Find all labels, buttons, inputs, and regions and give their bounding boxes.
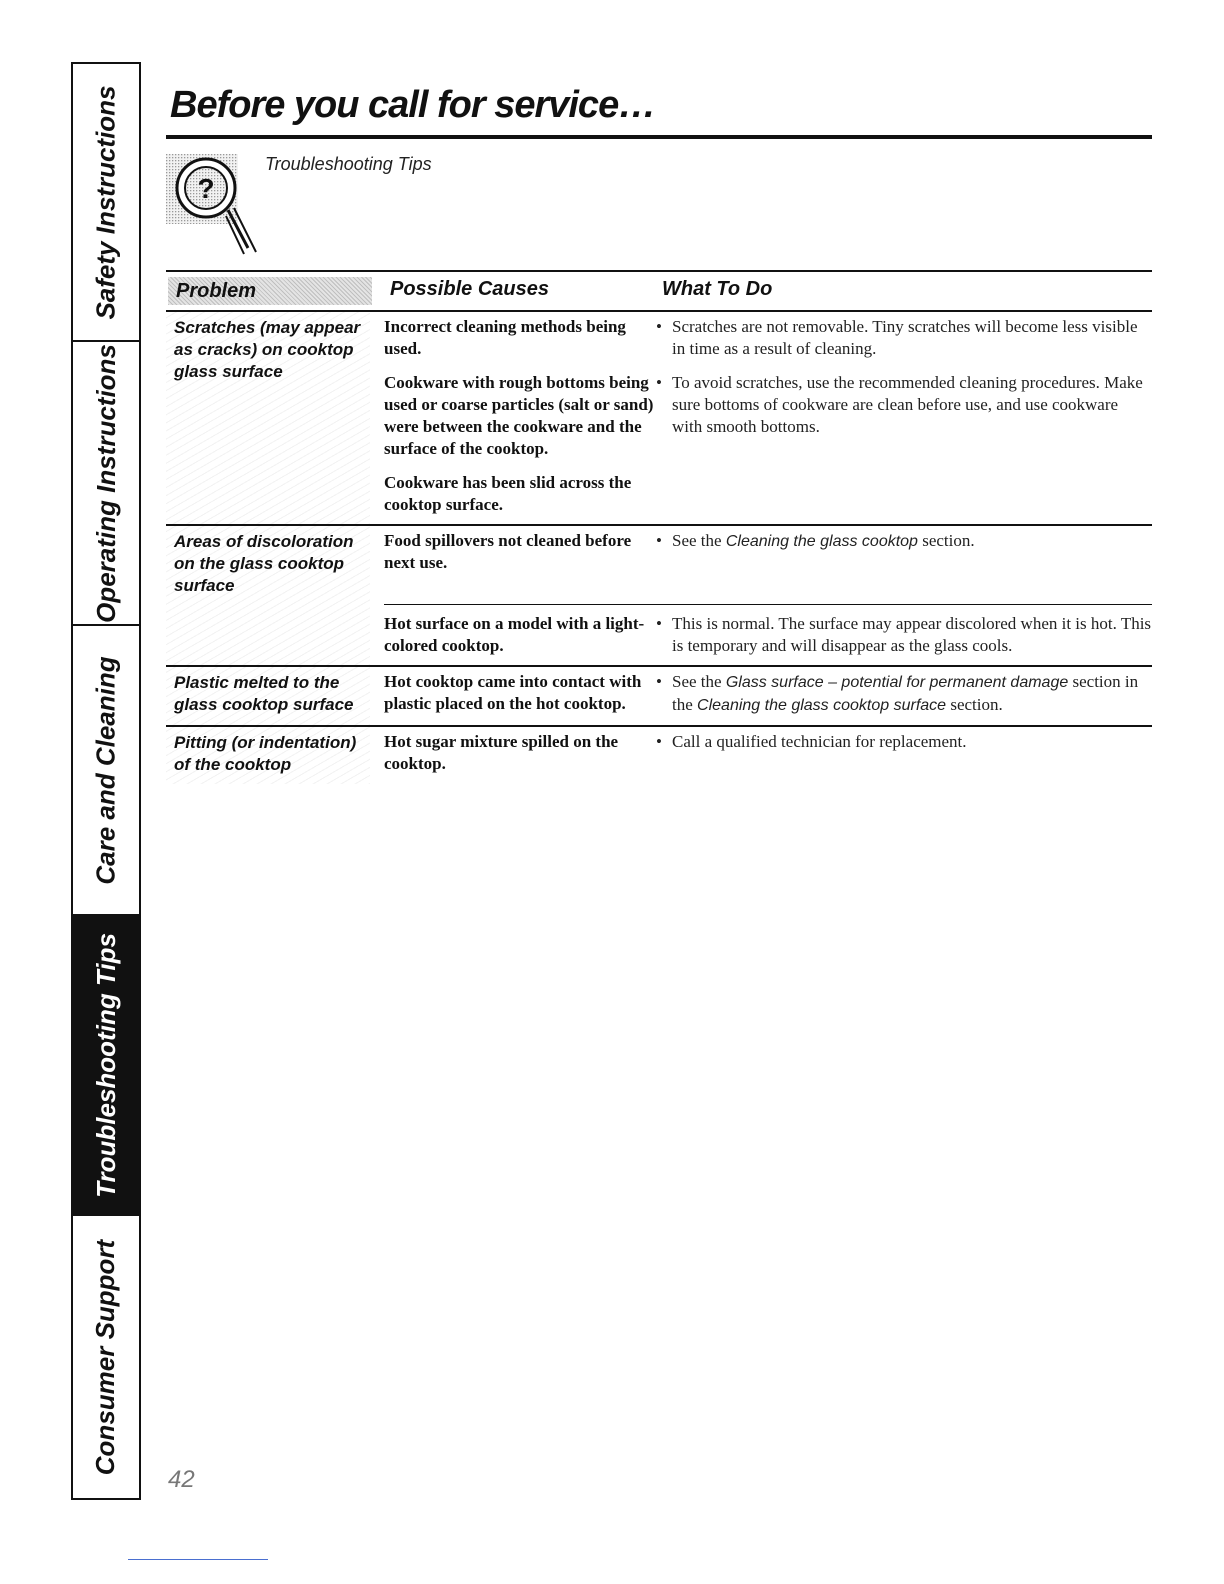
bottom-link-underline: [128, 1559, 268, 1560]
cause-text: Incorrect cleaning methods being used.: [384, 317, 626, 358]
problem-row: [166, 727, 1152, 784]
cause-text: Hot sugar mixture spilled on the cooktop.: [384, 732, 619, 773]
cause-text: Cookware has been slid across the cooktop surface.: [384, 473, 632, 514]
section-reference: Cleaning the glass cooktop: [725, 533, 918, 550]
problem-label: Scratches (may appear as cracks) on cooktop glass surface: [166, 312, 370, 524]
todo-text: • To avoid scratches, use the recommended cleaning procedures. Make sure bottoms of cookware are clean before use, and use cookware with smooth bottoms.: [656, 373, 1143, 436]
problem-row: [166, 667, 1152, 725]
cause-entry: [384, 604, 1152, 665]
cause-entry: [384, 368, 1152, 468]
header-problem: Problem: [168, 277, 372, 305]
cause-entry: [384, 312, 1152, 368]
tab-troubleshooting-tips[interactable]: [73, 916, 139, 1216]
tab-label: Troubleshooting Tips: [90, 932, 121, 1198]
tab-label: Safety Instructions: [90, 84, 121, 320]
tab-label: Operating Instructions: [90, 343, 121, 623]
problem-row: [166, 312, 1152, 524]
problem-label: Plastic melted to the glass cooktop surface: [166, 667, 370, 725]
cause-text: Food spillovers not cleaned before next use.: [384, 531, 632, 572]
svg-text:?: ?: [197, 173, 215, 204]
problem-label: Pitting (or indentation) of the cooktop: [166, 727, 370, 784]
tab-care-and-cleaning[interactable]: [73, 626, 139, 916]
troubleshooting-table: [166, 270, 1152, 784]
title-rule: [166, 135, 1152, 139]
side-tabs: [71, 62, 141, 1500]
cause-entry: [384, 667, 1152, 725]
problem-row: [166, 526, 1152, 665]
tab-label: Care and Cleaning: [90, 655, 121, 885]
header-what-to-do: What To Do: [662, 278, 773, 300]
problem-label: Areas of discoloration on the glass cooktop surface: [166, 526, 370, 665]
magnifier-question-icon: [166, 148, 266, 260]
cause-text: Cookware with rough bottoms being used or coarse particles (salt or sand) were between the cookware and the surface of the cooktop.: [384, 373, 654, 458]
page-number: 42: [168, 1466, 195, 1493]
todo-text: • This is normal. The surface may appear discolored when it is hot. This is temporary and will disappear as the glass cools.: [656, 614, 1152, 655]
cause-entry: [384, 468, 1152, 524]
todo-text: • See the Glass surface – potential for permanent damage section in the Cleaning the glass cooktop surface section.: [656, 672, 1139, 714]
cause-text: Hot cooktop came into contact with plastic placed on the hot cooktop.: [384, 672, 642, 713]
section-reference: Glass surface – potential for permanent damage: [725, 674, 1069, 691]
cause-entry: [384, 526, 1152, 592]
section-subtitle: Troubleshooting Tips: [265, 154, 432, 174]
cause-text: Hot surface on a model with a light-colored cooktop.: [384, 614, 645, 655]
tab-safety-instructions[interactable]: [73, 64, 139, 342]
table-header: [166, 272, 1152, 310]
header-possible-causes: Possible Causes: [390, 278, 549, 300]
todo-text: • Call a qualified technician for replacement.: [656, 732, 967, 751]
todo-text: • Scratches are not removable. Tiny scratches will become less visible in time as a result of cleaning.: [656, 317, 1138, 358]
page-title: Before you call for service…: [170, 84, 656, 126]
tab-label: Consumer Support: [90, 1239, 121, 1475]
tab-consumer-support[interactable]: [73, 1216, 139, 1498]
todo-text: • See the Cleaning the glass cooktop section.: [656, 531, 975, 550]
cause-entry: [384, 727, 1152, 783]
tab-operating-instructions[interactable]: [73, 342, 139, 626]
todo-text: [656, 468, 1152, 524]
section-reference: Cleaning the glass cooktop surface: [697, 697, 947, 714]
